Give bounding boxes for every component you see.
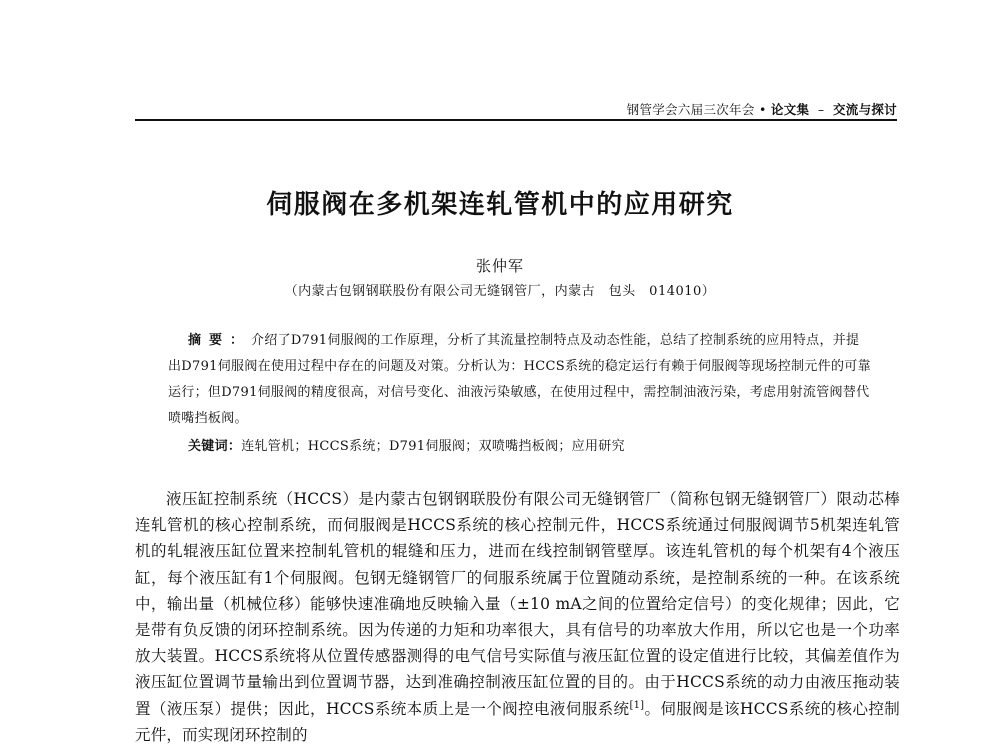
body-paragraph bbox=[135, 486, 900, 745]
keywords-label: 关键词： bbox=[188, 439, 242, 454]
header-rule bbox=[135, 119, 897, 121]
header-section: 交流与探讨 bbox=[832, 102, 897, 117]
abstract bbox=[168, 328, 872, 432]
paper-title: 伺服阀在多机架连轧管机中的应用研究 bbox=[266, 190, 734, 220]
body-text-main: 液压缸控制系统（HCCS）是内蒙古包钢钢联股份有限公司无缝钢管厂（简称包钢无缝钢管厂）限动芯棒连轧管机的核心控制系统，而伺服阀是HCCS系统的核心控制元件，HCCS系统通过伺服阀调节5机架连轧管机的轧辊液压缸位置来控制轧管机的辊缝和压力，进而在线控制钢管壁厚。该连轧管机的每个机架有4个液压缸，每个液压缸有1个伺服阀。包钢无缝钢管厂的伺服系统属于位置随动系统，是控制系统的一种。在该系统中，输出量（机械位移）能够快速准确地反映输入量（±10 mA之间的位置给定信号）的变化规律；因此，它是带有负反馈的闭环控制系统。因为传递的力矩和功率很大，具有信号的功率放大作用，所以它也是一个功率放大装置。HCCS系统将从位置传感器测得的电气信号实际值与液压缸位置的设定值进行比较，其偏差值作为液压缸位置调节量输出到位置调节器，达到准确控制液压缸位置的目的。由于HCCS系统的动力由液压拖动装置（液压泵）提供；因此，HCCS系统本质上是一个阀控电液伺服系统 bbox=[135, 490, 900, 718]
author-name: 张仲军 bbox=[475, 257, 524, 275]
keywords bbox=[188, 435, 872, 454]
abstract-text: 介绍了D791伺服阀的工作原理，分析了其流量控制特点及动态性能，总结了控制系统的应用特点，并提出D791伺服阀在使用过程中存在的问题及对策。分析认为：HCCS系统的稳定运行有赖于伺服阀等现场控制元件的可靠运行；但D791伺服阀的精度很高，对信号变化、油液污染敏感，在使用过程中，需控制油液污染，考虑用射流管阀替代喷嘴挡板阀。 bbox=[168, 333, 871, 426]
running-header bbox=[135, 100, 897, 118]
body-text-continued: 。伺服阀是该HCCS系统的核心控制元件，而实现闭环控制的 bbox=[135, 699, 900, 744]
header-dash: – bbox=[817, 102, 825, 117]
author-affiliation: （内蒙古包钢钢联股份有限公司无缝钢管厂，内蒙古 包头 014010） bbox=[284, 284, 716, 299]
reference-mark[interactable]: [1] bbox=[629, 699, 645, 711]
header-series: 钢管学会六届三次年会 bbox=[626, 102, 755, 117]
header-collection: 论文集 bbox=[770, 102, 810, 117]
header-dot: • bbox=[758, 102, 767, 117]
abstract-label: 摘要： bbox=[188, 333, 252, 348]
keywords-text: 连轧管机；HCCS系统；D791伺服阀；双喷嘴挡板阀；应用研究 bbox=[241, 439, 625, 454]
